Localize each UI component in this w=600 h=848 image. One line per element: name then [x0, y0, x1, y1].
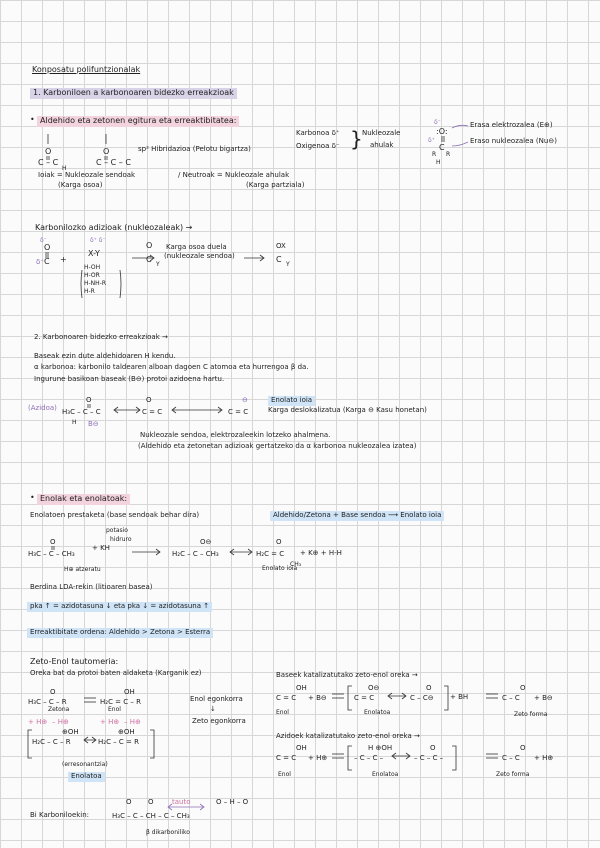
- svg-text:O: O: [276, 538, 282, 546]
- svg-text:CH₃: CH₃: [290, 561, 302, 568]
- svg-text:C = C: C = C: [276, 754, 297, 762]
- svg-text:OX: OX: [276, 242, 286, 250]
- svg-text:H₃C – C – CH – C – CH₃: H₃C – C – CH – C – CH₃: [112, 812, 190, 820]
- svg-text:Y: Y: [286, 261, 290, 268]
- reagent-1: H-OH: [84, 264, 101, 271]
- svg-text:⊕OH: ⊕OH: [62, 728, 79, 736]
- tautomeria-heading: Zeto-Enol tautomeria:: [30, 657, 119, 666]
- zetona-label: Zetona: [48, 706, 70, 713]
- acid-catalyzed-scheme: [276, 742, 596, 782]
- svg-text:C – C: C – C: [502, 694, 520, 702]
- enol-label-1: Enol: [108, 706, 121, 713]
- svg-text:+ B⊖: + B⊖: [534, 694, 553, 702]
- ionikoa-text-2: (Karga osoa): [58, 181, 103, 189]
- svg-text:C: C: [439, 143, 445, 152]
- svg-text:+ B⊖: + B⊖: [308, 694, 327, 702]
- svg-text:δ⁺: δ⁺: [36, 258, 44, 266]
- ahula-text: ahulak: [370, 141, 394, 149]
- svg-text:C – C: C – C: [38, 158, 59, 167]
- enolatoa-label-2: Enolatoa: [68, 772, 105, 782]
- svg-text:O: O: [50, 538, 56, 546]
- enol-egonkorra: Enol egonkorra: [190, 695, 243, 703]
- svg-text:OH: OH: [296, 744, 307, 752]
- svg-text:– H⊕: – H⊕: [52, 718, 69, 726]
- svg-text:R: R: [432, 151, 437, 158]
- svg-text:H₂C – C – R: H₂C – C – R: [32, 738, 71, 746]
- svg-text:– C – C –: – C – C –: [414, 754, 444, 762]
- svg-text:C: C: [276, 255, 282, 264]
- svg-text:+ H⊕: + H⊕: [28, 718, 48, 726]
- svg-text:C = C: C = C: [354, 694, 375, 702]
- nukleozale-sendoa: Nukleozale sendoa, elektrozaleekin lotzeko ahalmena.: [140, 431, 331, 439]
- lda-text: Berdina LDA-rekin (litioaren basea): [30, 583, 153, 591]
- svg-text:– C – C –: – C – C –: [354, 754, 384, 762]
- svg-text:δ⁻: δ⁻: [40, 237, 47, 244]
- nukleozale-sendoa-2: (Aldehido eta zetonetan adizioak gertatzeko da α karbonoa nukleozalea izatea): [138, 442, 417, 450]
- svg-text:OH: OH: [296, 684, 307, 692]
- svg-text:tauto: tauto: [172, 798, 191, 806]
- svg-text:O: O: [45, 147, 52, 156]
- neutroa-text: / Neutroak = Nukleozale ahulak: [178, 171, 290, 179]
- enolato-ioia-label: Enolato ioia: [262, 565, 298, 572]
- enolato-label-3: Enolatoa: [372, 771, 399, 778]
- svg-text:O: O: [148, 798, 154, 806]
- svg-text:⊖: ⊖: [242, 396, 248, 404]
- bi-karboniloekin: Bi Karboniloekin:: [30, 811, 90, 819]
- zeto-egonkorra: Zeto egonkorra: [192, 717, 246, 725]
- svg-text:C = C: C = C: [228, 408, 249, 416]
- ordena-text: Erreaktibitate ordena: Aldehido > Zetona > Esterra: [27, 628, 213, 638]
- karbonoa-text: Karbonoa δ⁺: [296, 129, 340, 137]
- section-1-heading: 1. Karboniloen a karbonoaren bidezko erreakzioak: [30, 88, 237, 99]
- svg-text:H: H: [72, 419, 77, 426]
- svg-text:OH: OH: [124, 688, 135, 696]
- svg-text:O: O: [146, 396, 152, 404]
- dikarboniliko-label: β dikarboniliko: [146, 829, 190, 836]
- svg-text:H₂C = C – R: H₂C = C – R: [100, 698, 141, 706]
- plus-sign: +: [60, 255, 67, 264]
- azidoa-label: (Azidoa): [28, 404, 57, 412]
- svg-text:δ⁻: δ⁻: [434, 119, 441, 126]
- svg-text:C: C: [44, 257, 50, 266]
- prestaketa-box: Aldehido/Zetona + Base sendoa ⟶ Enolato ioia: [270, 511, 444, 521]
- zeto-forma-label-1: Zeto forma: [514, 711, 548, 718]
- reagent-3: H-NH-R: [84, 280, 107, 287]
- svg-text:δ⁺ δ⁻: δ⁺ δ⁻: [90, 237, 106, 244]
- svg-text:O: O: [520, 744, 526, 752]
- enol-label-3: Enol: [278, 771, 291, 778]
- svg-text:H₃C – C – C: H₃C – C – C: [62, 408, 101, 416]
- adizioa-heading: Karbonilozko adizioak (nukleozaleak) →: [35, 223, 193, 232]
- s2-line-3: Ingurune basikoan baseak (B⊖) protoi azidoena hartu.: [34, 375, 225, 383]
- svg-text:O: O: [86, 396, 92, 404]
- svg-text:+ H⊕: + H⊕: [534, 754, 554, 762]
- svg-text:⊕OH: ⊕OH: [118, 728, 135, 736]
- enolate-resonance: [62, 394, 262, 430]
- bullet: •: [30, 115, 35, 124]
- svg-text:O: O: [520, 684, 526, 692]
- svg-text:O – H – O: O – H – O: [216, 798, 249, 806]
- s2-line-1: Baseak ezin dute aldehidoaren H kendu.: [34, 352, 176, 360]
- svg-text:O: O: [430, 744, 436, 752]
- enol-label-2: Enol: [276, 709, 289, 716]
- nukleozale-text: Nukleozale: [362, 129, 401, 137]
- neutroa-text-2: (Karga partziala): [246, 181, 305, 189]
- svg-text:O: O: [126, 798, 132, 806]
- svg-text:H₂C = C: H₂C = C: [256, 550, 285, 558]
- base-catalyzed-scheme: [276, 682, 596, 722]
- svg-text:O: O: [103, 147, 110, 156]
- sp2-text: sp² Hibridazioa (Pelotu bigartza): [138, 145, 251, 153]
- svg-text:H₂C – C = R: H₂C – C = R: [98, 738, 139, 746]
- tautomeria-line: Oreka bat da protoi baten aldaketa (Karganik ez): [30, 669, 202, 677]
- prestaketa-text: Enolatoen prestaketa (base sendoak behar dira): [30, 511, 200, 519]
- bullet-2: •: [30, 493, 35, 502]
- svg-text:H: H: [436, 159, 441, 166]
- enolato-label-2: Enolatoa: [364, 709, 391, 716]
- potasio-text: potasio: [106, 527, 128, 534]
- enolak-heading: Enolak eta enolatoak:: [37, 494, 130, 505]
- svg-text:R: R: [446, 151, 451, 158]
- erresonantzia-label: (erresonantzia): [62, 761, 108, 768]
- svg-text:H₃C – C – CH₃: H₃C – C – CH₃: [28, 550, 75, 558]
- svg-text:O⊖: O⊖: [368, 684, 380, 692]
- svg-text:C = C: C = C: [142, 408, 163, 416]
- s2-line-2: α karbonoa: karbonilo taldearen alboan dagoen C atomoa eta hurrengoa β da.: [34, 363, 309, 371]
- hidruro-text: hidruro: [110, 536, 132, 543]
- section-2-heading: 2. Karbonoaren bidezko erreakzioak →: [34, 333, 168, 341]
- brace: }: [350, 127, 363, 151]
- azidoa-heading: Azidoek katalizatutako zeto-enol oreka →: [276, 732, 420, 740]
- prep-products: + K⊕ + H-H: [300, 549, 342, 557]
- reagent-4: H-R: [84, 288, 95, 295]
- svg-text:+ H⊕: + H⊕: [308, 754, 328, 762]
- karga-text: Karga osoa duela: [166, 243, 227, 251]
- svg-text:O: O: [44, 243, 51, 252]
- svg-text:C – C: C – C: [502, 754, 520, 762]
- karga-text-2: (nukleozale sendoa): [164, 252, 235, 260]
- svg-text:O: O: [426, 684, 432, 692]
- zeto-forma-label-2: Zeto forma: [496, 771, 530, 778]
- svg-text:+ H⊕: + H⊕: [100, 718, 120, 726]
- reagent-2: H-OR: [84, 272, 100, 279]
- h-atzeratu: H⊕ atzeratu: [64, 566, 101, 573]
- hb-text: + BH: [450, 693, 469, 701]
- xy-text: X-Y: [88, 249, 100, 258]
- aldehido-heading: Aldehido eta zetonen egitura eta erreaktibitatea:: [37, 116, 239, 127]
- eraso-nukleozalea: Eraso nukleozalea (Nu⊖): [470, 137, 557, 145]
- svg-text:H ⊕OH: H ⊕OH: [368, 744, 393, 752]
- svg-text:C – C – C: C – C – C: [96, 158, 131, 167]
- page-title: Konposatu polifuntzionalak: [32, 65, 141, 74]
- down-arrow: ↓: [210, 705, 216, 713]
- carbonyl-structures: [38, 134, 138, 174]
- svg-text::O:: :O:: [436, 127, 448, 136]
- svg-text:O: O: [146, 241, 153, 250]
- svg-text:– H⊕: – H⊕: [124, 718, 141, 726]
- svg-text:Y: Y: [156, 261, 160, 268]
- basikoa-heading: Baseek katalizatutako zeto-enol oreka →: [276, 671, 418, 679]
- svg-text:C: C: [146, 255, 152, 264]
- svg-text:δ⁺: δ⁺: [428, 137, 435, 144]
- svg-text:O⊖: O⊖: [200, 538, 212, 546]
- svg-text:O: O: [50, 688, 56, 696]
- svg-text:H₃C – C – R: H₃C – C – R: [28, 698, 67, 706]
- svg-text:H₂C – C – CH₃: H₂C – C – CH₃: [172, 550, 219, 558]
- kh-text: + KH: [92, 544, 110, 552]
- eraso-elektrozalea: Erasa elektrozalea (E⊕): [470, 121, 553, 129]
- svg-text:H: H: [62, 165, 67, 172]
- pka-text: pka ↑ = azidotasuna ↓ eta pka ↓ = azidotasuna ↑: [27, 602, 212, 612]
- dicarbonyl-scheme: [108, 796, 268, 828]
- oxigenoa-text: Oxigenoa δ⁻: [296, 142, 340, 150]
- svg-text:B⊖: B⊖: [88, 420, 99, 428]
- ionikoa-text: Ioiak = Nukleozale sendoak: [38, 171, 136, 179]
- svg-text:C – C⊖: C – C⊖: [410, 694, 434, 702]
- svg-text:C = C: C = C: [276, 694, 297, 702]
- karga-deslokalizatua: Karga deslokalizatua (Karga ⊖ Kasu honetan): [268, 406, 427, 414]
- enolato-label: Enolato ioia: [268, 396, 315, 406]
